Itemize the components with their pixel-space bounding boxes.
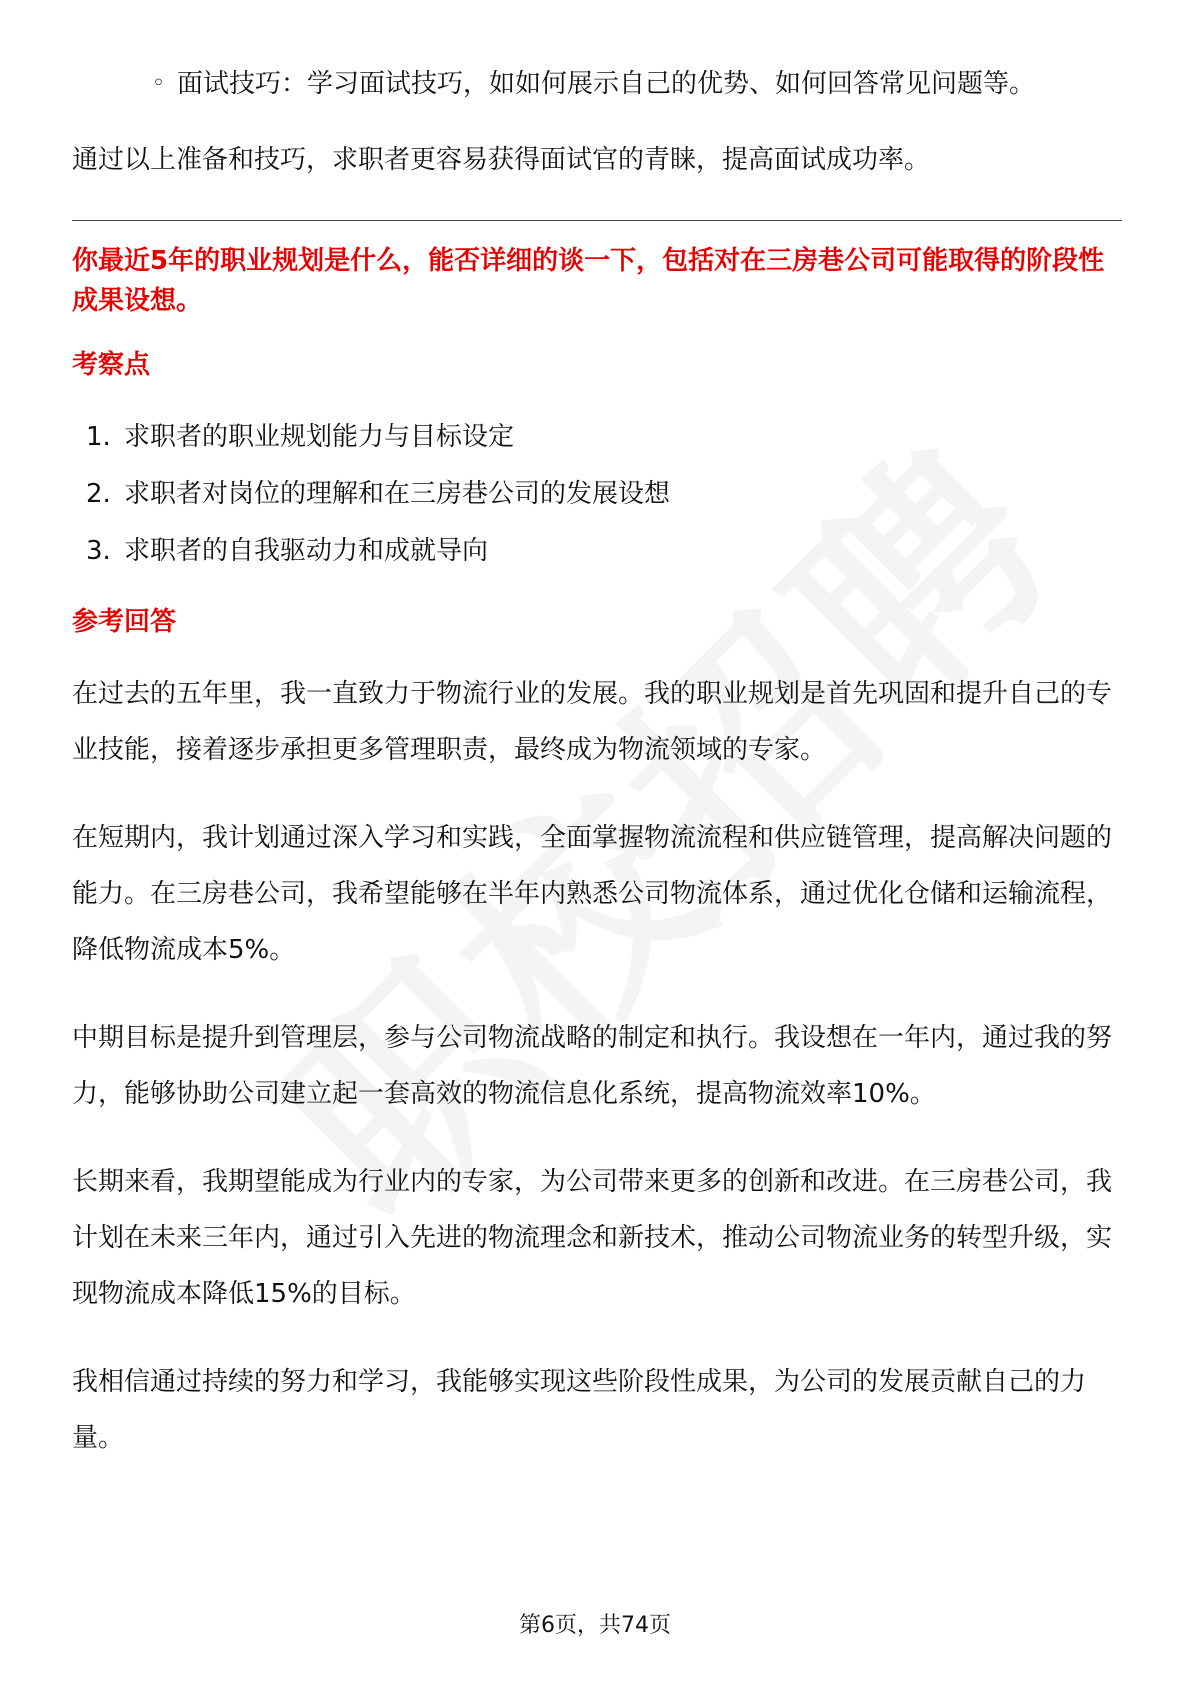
page-content	[72, 56, 1122, 1498]
assessment-item-text: 求职者的自我驱动力和成就导向	[124, 536, 489, 566]
interview-question: 你最近5年的职业规划是什么，能否详细的谈一下，包括对在三房巷公司可能取得的阶段性成果设想。	[72, 246, 1105, 316]
answer-paragraph: 长期来看，我期望能成为行业内的专家，为公司带来更多的创新和改进。在三房巷公司，我计划在未来三年内，通过引入先进的物流理念和新技术，推动公司物流业务的转型升级，实现物流成本降低15%的目标。	[72, 1167, 1113, 1309]
assessment-item-number: 1.	[86, 422, 111, 452]
assessment-heading: 考察点	[72, 350, 151, 380]
intro-bullet-item	[72, 56, 1167, 112]
bullet-circle-icon: ◦	[152, 71, 165, 96]
intro-summary: 通过以上准备和技巧，求职者更容易获得面试官的青睐，提高面试成功率。	[72, 145, 931, 175]
assessment-item-text: 求职者对岗位的理解和在三房巷公司的发展设想	[124, 479, 671, 509]
assessment-item-text: 求职者的职业规划能力与目标设定	[124, 422, 515, 452]
answer-paragraph: 在过去的五年里，我一直致力于物流行业的发展。我的职业规划是首先巩固和提升自己的专业技能，接着逐步承担更多管理职责，最终成为物流领域的专家。	[72, 679, 1113, 765]
page-number: 第6页，共74页	[519, 1613, 671, 1638]
answer-heading: 参考回答	[72, 607, 177, 637]
assessment-item-number: 3.	[86, 536, 111, 566]
intro-bullet-text: 面试技巧：学习面试技巧，如如何展示自己的优势、如何回答常见问题等。	[177, 69, 1036, 99]
assessment-item	[72, 409, 1122, 466]
answer-paragraph: 在短期内，我计划通过深入学习和实践，全面掌握物流流程和供应链管理，提高解决问题的能力。在三房巷公司，我希望能够在半年内熟悉公司物流体系，通过优化仓储和运输流程，降低物流成本5%。	[72, 823, 1113, 965]
assessment-item	[72, 523, 1122, 580]
assessment-list	[72, 409, 1122, 580]
assessment-item	[72, 466, 1122, 523]
answer-paragraph: 中期目标是提升到管理层，参与公司物流战略的制定和执行。我设想在一年内，通过我的努力，能够协助公司建立起一套高效的物流信息化系统，提高物流效率10%。	[72, 1023, 1113, 1109]
answer-paragraph: 我相信通过持续的努力和学习，我能够实现这些阶段性成果，为公司的发展贡献自己的力量。	[72, 1367, 1087, 1453]
section-divider	[72, 220, 1122, 221]
assessment-item-number: 2.	[86, 479, 111, 509]
